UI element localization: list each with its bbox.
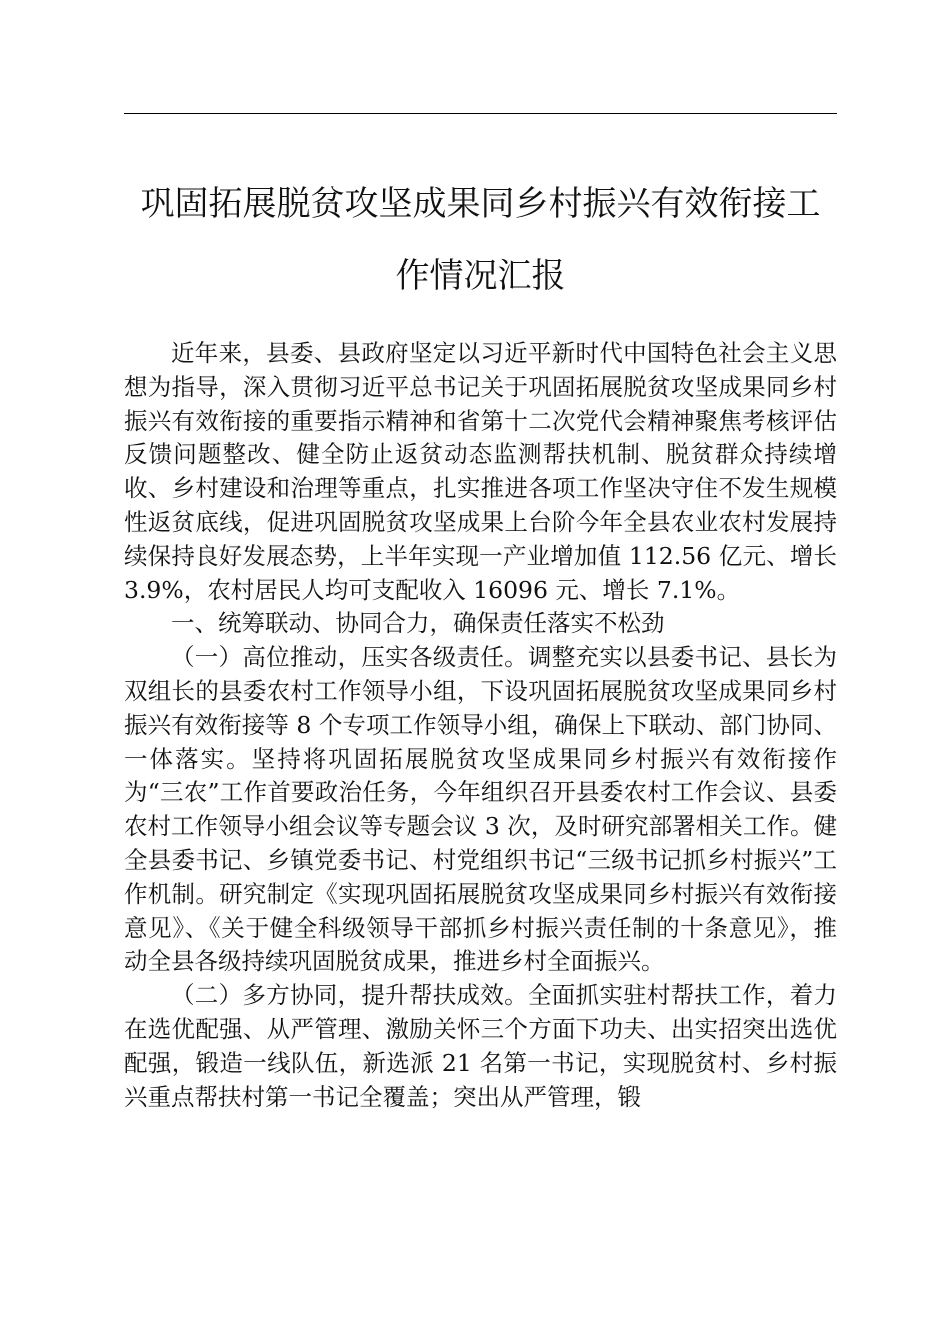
subsection-paragraph: （一）高位推动，压实各级责任。调整充实以县委书记、县长为双组长的县委农村工作领导小组，下设巩固拓展脱贫攻坚成果同乡村振兴有效衔接等 8 个专项工作领导小组，确保上下联动、部门协同、一体落实。坚持将巩固拓展脱贫攻坚成果同乡村振兴有效衔接作为“三农”工作首要政治任务，今年组织召开县委农村工作会议、县委农村工作领导小组会议等专题会议 3 次，及时研究部署相关工作。健全县委书记、乡镇党委书记、村党组织书记“三级书记抓乡村振兴”工作机制。研究制定《实现巩固拓展脱贫攻坚成果同乡村振兴有效衔接意见》、《关于健全科级领导干部抓乡村振兴责任制的十条意见》，推动全县各级持续巩固脱贫成果，推进乡村全面振兴。 — [124, 643, 837, 976]
header-rule — [124, 113, 837, 114]
subsection-paragraph: （二）多方协同，提升帮扶成效。全面抓实驻村帮扶工作，着力在选优配强、从严管理、激励关怀三个方面下功夫、出实招突出选优配强，锻造一线队伍，新选派 21 名第一书记，实现脱贫村、乡村振兴重点帮扶村第一书记全覆盖；突出从严管理，锻 — [124, 981, 837, 1111]
section-heading: 一、统筹联动、协同合力，确保责任落实不松劲 — [171, 609, 665, 638]
document-body — [124, 337, 837, 1114]
document-title: 巩固拓展脱贫攻坚成果同乡村振兴有效衔接工作情况汇报 — [140, 184, 821, 296]
intro-paragraph: 近年来，县委、县政府坚定以习近平新时代中国特色社会主义思想为指导，深入贯彻习近平总书记关于巩固拓展脱贫攻坚成果同乡村振兴有效衔接的重要指示精神和省第十二次党代会精神聚焦考核评估反馈问题整改、健全防止返贫动态监测帮扶机制、脱贫群众持续增收、乡村建设和治理等重点，扎实推进各项工作坚决守住不发生规模性返贫底线，促进巩固脱贫攻坚成果上台阶今年全县农业农村发展持续保持良好发展态势，上半年实现一产业增加值 112.56 亿元、增长 3.9%，农村居民人均可支配收入 16096 元、增长 7.1%。 — [124, 339, 837, 604]
